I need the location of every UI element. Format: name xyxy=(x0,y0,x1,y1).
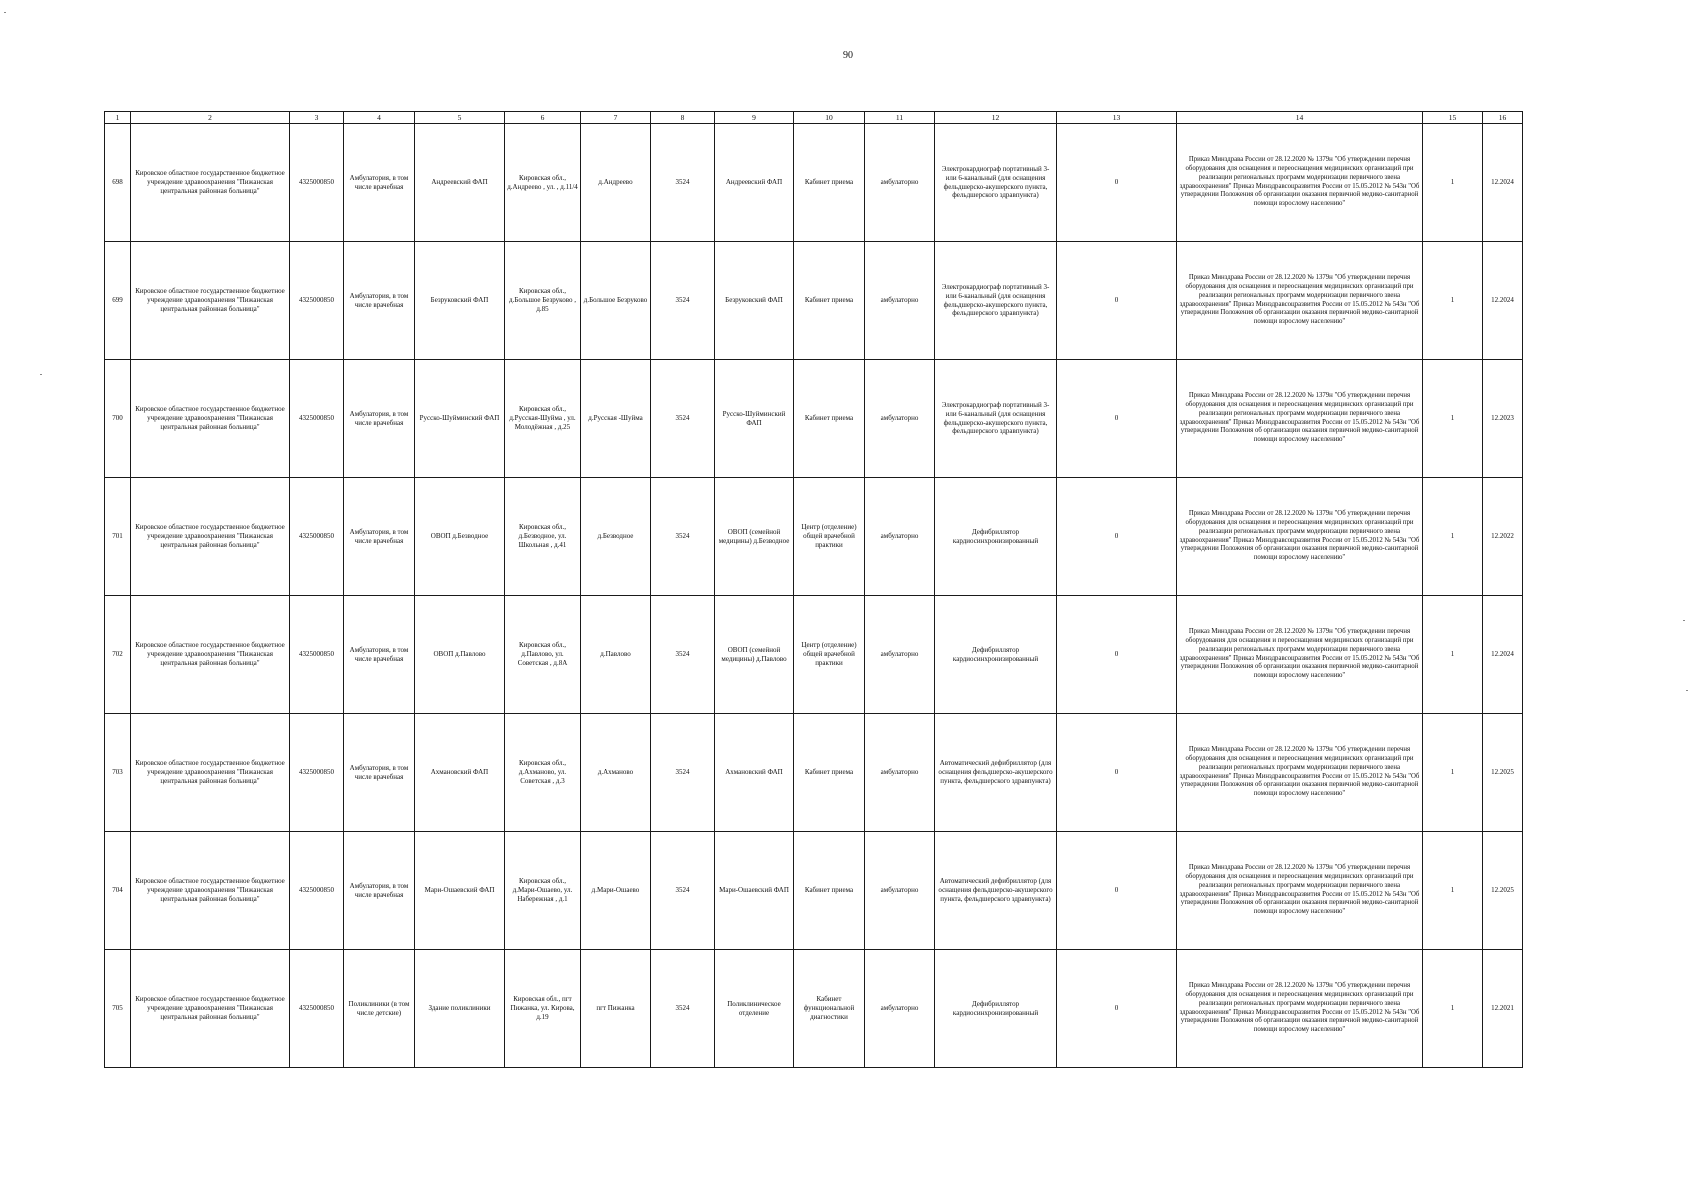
column-header-16: 16 xyxy=(1483,112,1523,124)
scan-speck xyxy=(4,12,6,13)
table-cell-col-15: 1 xyxy=(1423,124,1483,242)
table-cell-col-3: 4325000850 xyxy=(290,950,344,1068)
table-cell-col-4: Амбулатория, в том числе врачебная xyxy=(344,478,415,596)
header-row xyxy=(105,112,1523,124)
column-header-13: 13 xyxy=(1057,112,1177,124)
table-cell-col-4: Амбулатория, в том числе врачебная xyxy=(344,360,415,478)
table-cell-col-8: 3524 xyxy=(651,714,715,832)
table-cell-col-1: 699 xyxy=(105,242,131,360)
table-cell-col-16: 12.2023 xyxy=(1483,360,1523,478)
table-cell-col-3: 4325000850 xyxy=(290,478,344,596)
table-cell-col-16: 12.2024 xyxy=(1483,242,1523,360)
table-row xyxy=(105,596,1523,714)
table-cell-col-7: д.Андреево xyxy=(581,124,651,242)
table-cell-col-2: Кировское областное государственное бюджетное учреждение здравоохранения "Пижанская центральная районная больница" xyxy=(131,478,290,596)
table-cell-col-11: амбулаторно xyxy=(865,478,935,596)
table-cell-col-2: Кировское областное государственное бюджетное учреждение здравоохранения "Пижанская центральная районная больница" xyxy=(131,950,290,1068)
table-cell-col-1: 703 xyxy=(105,714,131,832)
table-cell-col-16: 12.2021 xyxy=(1483,950,1523,1068)
table-cell-col-13: 0 xyxy=(1057,124,1177,242)
table-cell-col-6: Кировская обл., д.Безводное, ул. Школьная , д.41 xyxy=(505,478,581,596)
table-cell-col-14: Приказ Минздрава России от 28.12.2020 № 1379н "Об утверждении перечня оборудования для оснащения и переоснащения медицинских организаций при реализации региональных программ модернизации первичного звена здравоохранения" Приказ Минздравсоцразвития России от 15.05.2012 № 543н "Об утверждении Положения об организации оказания первичной медико-санитарной помощи взрослому населению" xyxy=(1177,478,1423,596)
table-cell-col-13: 0 xyxy=(1057,832,1177,950)
table-cell-col-15: 1 xyxy=(1423,596,1483,714)
table-cell-col-7: д.Мари-Ошаево xyxy=(581,832,651,950)
table-cell-col-12: Электрокардиограф портативный 3- или 6-канальный (для оснащения фельдшерско-акушерского пункта, фельдшерского здравпункта) xyxy=(935,360,1057,478)
table-cell-col-6: Кировская обл., д.Павлово, ул. Советская , д.8А xyxy=(505,596,581,714)
table-cell-col-16: 12.2024 xyxy=(1483,124,1523,242)
table-cell-col-6: Кировская обл., д.Мари-Ошаево, ул. Набережная , д.1 xyxy=(505,832,581,950)
table-cell-col-14: Приказ Минздрава России от 28.12.2020 № 1379н "Об утверждении перечня оборудования для оснащения и переоснащения медицинских организаций при реализации региональных программ модернизации первичного звена здравоохранения" Приказ Минздравсоцразвития России от 15.05.2012 № 543н "Об утверждении Положения об организации оказания первичной медико-санитарной помощи взрослому населению" xyxy=(1177,950,1423,1068)
table-cell-col-9: Поликлиническое отделение xyxy=(715,950,794,1068)
table-cell-col-7: д.Большое Безруково xyxy=(581,242,651,360)
table-cell-col-14: Приказ Минздрава России от 28.12.2020 № 1379н "Об утверждении перечня оборудования для оснащения и переоснащения медицинских организаций при реализации региональных программ модернизации первичного звена здравоохранения" Приказ Минздравсоцразвития России от 15.05.2012 № 543н "Об утверждении Положения об организации оказания первичной медико-санитарной помощи взрослому населению" xyxy=(1177,242,1423,360)
scan-speck xyxy=(1683,620,1685,621)
table-cell-col-1: 698 xyxy=(105,124,131,242)
table-cell-col-2: Кировское областное государственное бюджетное учреждение здравоохранения "Пижанская центральная районная больница" xyxy=(131,832,290,950)
table-cell-col-8: 3524 xyxy=(651,832,715,950)
table-row xyxy=(105,478,1523,596)
table-row xyxy=(105,242,1523,360)
table-cell-col-3: 4325000850 xyxy=(290,832,344,950)
table-cell-col-8: 3524 xyxy=(651,242,715,360)
table-cell-col-6: Кировская обл., пгт Пижанка, ул. Кирова, д.19 xyxy=(505,950,581,1068)
column-header-6: 6 xyxy=(505,112,581,124)
column-header-7: 7 xyxy=(581,112,651,124)
table-cell-col-15: 1 xyxy=(1423,360,1483,478)
table-row xyxy=(105,360,1523,478)
table-cell-col-15: 1 xyxy=(1423,714,1483,832)
table-cell-col-5: Ахмановский ФАП xyxy=(415,714,505,832)
table-cell-col-12: Электрокардиограф портативный 3- или 6-канальный (для оснащения фельдшерско-акушерского пункта, фельдшерского здравпункта) xyxy=(935,124,1057,242)
table-cell-col-10: Центр (отделение) общей врачебной практики xyxy=(794,596,865,714)
column-header-14: 14 xyxy=(1177,112,1423,124)
table-cell-col-1: 700 xyxy=(105,360,131,478)
table-cell-col-11: амбулаторно xyxy=(865,242,935,360)
table-cell-col-7: пгт Пижанка xyxy=(581,950,651,1068)
column-header-3: 3 xyxy=(290,112,344,124)
table-cell-col-13: 0 xyxy=(1057,950,1177,1068)
table-cell-col-12: Автоматический дефибриллятор (для оснащения фельдшерско-акушерского пункта, фельдшерского здравпункта) xyxy=(935,714,1057,832)
table-row xyxy=(105,714,1523,832)
table-cell-col-3: 4325000850 xyxy=(290,242,344,360)
column-header-10: 10 xyxy=(794,112,865,124)
table-cell-col-15: 1 xyxy=(1423,478,1483,596)
table-cell-col-5: Здание поликлиники xyxy=(415,950,505,1068)
table-cell-col-3: 4325000850 xyxy=(290,714,344,832)
table-cell-col-12: Дефибриллятор кардиосинхронизированный xyxy=(935,596,1057,714)
table-cell-col-11: амбулаторно xyxy=(865,360,935,478)
table-cell-col-2: Кировское областное государственное бюджетное учреждение здравоохранения "Пижанская центральная районная больница" xyxy=(131,714,290,832)
column-header-9: 9 xyxy=(715,112,794,124)
table-cell-col-11: амбулаторно xyxy=(865,596,935,714)
column-header-11: 11 xyxy=(865,112,935,124)
table-cell-col-2: Кировское областное государственное бюджетное учреждение здравоохранения "Пижанская центральная районная больница" xyxy=(131,124,290,242)
table-cell-col-14: Приказ Минздрава России от 28.12.2020 № 1379н "Об утверждении перечня оборудования для оснащения и переоснащения медицинских организаций при реализации региональных программ модернизации первичного звена здравоохранения" Приказ Минздравсоцразвития России от 15.05.2012 № 543н "Об утверждении Положения об организации оказания первичной медико-санитарной помощи взрослому населению" xyxy=(1177,360,1423,478)
equipment-registry-table xyxy=(104,111,1523,1068)
table-cell-col-14: Приказ Минздрава России от 28.12.2020 № 1379н "Об утверждении перечня оборудования для оснащения и переоснащения медицинских организаций при реализации региональных программ модернизации первичного звена здравоохранения" Приказ Минздравсоцразвития России от 15.05.2012 № 543н "Об утверждении Положения об организации оказания первичной медико-санитарной помощи взрослому населению" xyxy=(1177,714,1423,832)
table-cell-col-8: 3524 xyxy=(651,124,715,242)
column-header-1: 1 xyxy=(105,112,131,124)
table-cell-col-16: 12.2022 xyxy=(1483,478,1523,596)
table-cell-col-13: 0 xyxy=(1057,714,1177,832)
table-cell-col-15: 1 xyxy=(1423,242,1483,360)
column-header-5: 5 xyxy=(415,112,505,124)
table-cell-col-9: Русско-Шуйминский ФАП xyxy=(715,360,794,478)
column-header-15: 15 xyxy=(1423,112,1483,124)
table-cell-col-3: 4325000850 xyxy=(290,596,344,714)
table-cell-col-2: Кировское областное государственное бюджетное учреждение здравоохранения "Пижанская центральная районная больница" xyxy=(131,596,290,714)
table-body xyxy=(105,124,1523,1068)
table-cell-col-5: ОВОП д.Павлово xyxy=(415,596,505,714)
table-cell-col-7: д.Русская -Шуйма xyxy=(581,360,651,478)
table-row xyxy=(105,832,1523,950)
table-cell-col-13: 0 xyxy=(1057,360,1177,478)
table-cell-col-5: Безруковский ФАП xyxy=(415,242,505,360)
table-cell-col-5: Андреевский ФАП xyxy=(415,124,505,242)
scan-speck xyxy=(40,374,42,375)
table-cell-col-8: 3524 xyxy=(651,596,715,714)
table-cell-col-9: ОВОП (семейной медицины) д.Безводное xyxy=(715,478,794,596)
table-cell-col-5: Мари-Ошаевский ФАП xyxy=(415,832,505,950)
column-header-8: 8 xyxy=(651,112,715,124)
column-header-12: 12 xyxy=(935,112,1057,124)
table-cell-col-7: д.Безводное xyxy=(581,478,651,596)
table-cell-col-1: 704 xyxy=(105,832,131,950)
table-cell-col-6: Кировская обл., д.Русская-Шуйма , ул. Молодёжная , д.25 xyxy=(505,360,581,478)
table-cell-col-16: 12.2025 xyxy=(1483,714,1523,832)
table-cell-col-8: 3524 xyxy=(651,360,715,478)
table-cell-col-1: 705 xyxy=(105,950,131,1068)
table-cell-col-12: Дефибриллятор кардиосинхронизированный xyxy=(935,478,1057,596)
table-cell-col-4: Амбулатория, в том числе врачебная xyxy=(344,242,415,360)
table-cell-col-1: 701 xyxy=(105,478,131,596)
table-cell-col-4: Амбулатория, в том числе врачебная xyxy=(344,714,415,832)
scan-speck xyxy=(1686,690,1688,691)
table-cell-col-3: 4325000850 xyxy=(290,124,344,242)
table-cell-col-4: Амбулатория, в том числе врачебная xyxy=(344,596,415,714)
table-cell-col-13: 0 xyxy=(1057,242,1177,360)
table-cell-col-16: 12.2024 xyxy=(1483,596,1523,714)
column-header-2: 2 xyxy=(131,112,290,124)
table-cell-col-15: 1 xyxy=(1423,832,1483,950)
table-cell-col-9: Андреевский ФАП xyxy=(715,124,794,242)
table-cell-col-9: Мари-Ошаевский ФАП xyxy=(715,832,794,950)
table-cell-col-11: амбулаторно xyxy=(865,714,935,832)
table-cell-col-9: Ахмановский ФАП xyxy=(715,714,794,832)
table-cell-col-4: Амбулатория, в том числе врачебная xyxy=(344,832,415,950)
table-cell-col-8: 3524 xyxy=(651,950,715,1068)
table-cell-col-4: Амбулатория, в том числе врачебная xyxy=(344,124,415,242)
table-cell-col-10: Кабинет приема xyxy=(794,360,865,478)
table-cell-col-10: Кабинет приема xyxy=(794,242,865,360)
table-cell-col-11: амбулаторно xyxy=(865,832,935,950)
page-number: 90 xyxy=(843,50,853,61)
table-cell-col-1: 702 xyxy=(105,596,131,714)
table-cell-col-10: Центр (отделение) общей врачебной практики xyxy=(794,478,865,596)
table-cell-col-12: Автоматический дефибриллятор (для оснащения фельдшерско-акушерского пункта, фельдшерского здравпункта) xyxy=(935,832,1057,950)
table-cell-col-6: Кировская обл., д.Большое Безруково , д.85 xyxy=(505,242,581,360)
table-cell-col-9: Безруковский ФАП xyxy=(715,242,794,360)
table-cell-col-4: Поликлиники (в том числе детские) xyxy=(344,950,415,1068)
table-cell-col-11: амбулаторно xyxy=(865,950,935,1068)
table-cell-col-15: 1 xyxy=(1423,950,1483,1068)
table-cell-col-9: ОВОП (семейной медицины) д.Павлово xyxy=(715,596,794,714)
table-cell-col-10: Кабинет приема xyxy=(794,714,865,832)
column-header-4: 4 xyxy=(344,112,415,124)
table-cell-col-5: Русско-Шуйминский ФАП xyxy=(415,360,505,478)
table-cell-col-6: Кировская обл., д.Ахманово, ул. Советская , д.3 xyxy=(505,714,581,832)
table-cell-col-12: Дефибриллятор кардиосинхронизированный xyxy=(935,950,1057,1068)
table-cell-col-14: Приказ Минздрава России от 28.12.2020 № 1379н "Об утверждении перечня оборудования для оснащения и переоснащения медицинских организаций при реализации региональных программ модернизации первичного звена здравоохранения" Приказ Минздравсоцразвития России от 15.05.2012 № 543н "Об утверждении Положения об организации оказания первичной медико-санитарной помощи взрослому населению" xyxy=(1177,596,1423,714)
table-cell-col-11: амбулаторно xyxy=(865,124,935,242)
table-cell-col-13: 0 xyxy=(1057,478,1177,596)
table-cell-col-14: Приказ Минздрава России от 28.12.2020 № 1379н "Об утверждении перечня оборудования для оснащения и переоснащения медицинских организаций при реализации региональных программ модернизации первичного звена здравоохранения" Приказ Минздравсоцразвития России от 15.05.2012 № 543н "Об утверждении Положения об организации оказания первичной медико-санитарной помощи взрослому населению" xyxy=(1177,832,1423,950)
table-cell-col-13: 0 xyxy=(1057,596,1177,714)
table-cell-col-10: Кабинет приема xyxy=(794,832,865,950)
table-cell-col-8: 3524 xyxy=(651,478,715,596)
table-row xyxy=(105,950,1523,1068)
table-cell-col-16: 12.2025 xyxy=(1483,832,1523,950)
table-cell-col-10: Кабинет приема xyxy=(794,124,865,242)
table-cell-col-7: д.Павлово xyxy=(581,596,651,714)
table-cell-col-5: ОВОП д.Безводное xyxy=(415,478,505,596)
table-cell-col-7: д.Ахманово xyxy=(581,714,651,832)
table-cell-col-10: Кабинет функциональной диагностики xyxy=(794,950,865,1068)
table-cell-col-12: Электрокардиограф портативный 3- или 6-канальный (для оснащения фельдшерско-акушерского пункта, фельдшерского здравпункта) xyxy=(935,242,1057,360)
table-cell-col-2: Кировское областное государственное бюджетное учреждение здравоохранения "Пижанская центральная районная больница" xyxy=(131,360,290,478)
table-cell-col-6: Кировская обл., д.Андреево , ул. , д.11/4 xyxy=(505,124,581,242)
table-cell-col-2: Кировское областное государственное бюджетное учреждение здравоохранения "Пижанская центральная районная больница" xyxy=(131,242,290,360)
table-cell-col-3: 4325000850 xyxy=(290,360,344,478)
table-cell-col-14: Приказ Минздрава России от 28.12.2020 № 1379н "Об утверждении перечня оборудования для оснащения и переоснащения медицинских организаций при реализации региональных программ модернизации первичного звена здравоохранения" Приказ Минздравсоцразвития России от 15.05.2012 № 543н "Об утверждении Положения об организации оказания первичной медико-санитарной помощи взрослому населению" xyxy=(1177,124,1423,242)
table-row xyxy=(105,124,1523,242)
